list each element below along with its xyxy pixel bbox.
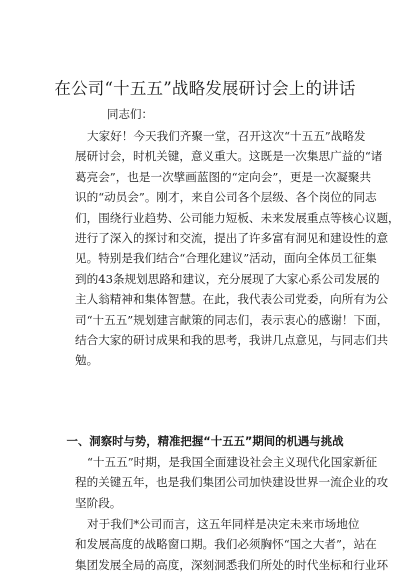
paragraph-line: 们，围绕行业趋势、公司能力短板、未来发展重点等核心议题， [75,210,400,225]
paragraph-line: 结合大家的研讨成果和我的思考，我讲几点意见，与同志们共 [75,332,389,347]
paragraph-line: 集团发展全局的高度，深刻洞悉我们所处的时代坐标和行业环 [75,557,389,572]
paragraph-line: 展研讨会，时机关键，意义重大。这既是一次集思广益的“诸 [75,149,383,164]
paragraph-line: “十五五”时期，是我国全面建设社会主义现代化国家新征 [87,455,378,469]
paragraph-line: 大家好！今天我们齐聚一堂，召开这次“十五五”战略发 [87,129,366,143]
paragraph-line: 见。特别是我们结合“合理化建议”活动，面向全体员工征集 [75,251,377,266]
paragraph-line: 勉。 [75,353,99,368]
paragraph-line: 和发展高度的战略窗口期。我们必须胸怀“国之大者”，站在 [75,537,377,552]
paragraph-line: 对于我们*公司而言，这五年同样是决定未来市场地位 [87,517,360,531]
section-heading: 一、洞察时与势，精准把握“十五五”期间的机遇与挑战 [66,434,344,448]
paragraph-line: 程的关键五年，也是我们集团公司加快建设世界一流企业的攻 [75,475,389,490]
paragraph-line: 进行了深入的探讨和交流，提出了许多富有洞见和建设性的意 [75,230,389,245]
paragraph-line: 葛亮会”，也是一次擘画蓝图的“定向会”，更是一次凝聚共 [75,169,372,184]
paragraph-line: 司“十五五”规划建言献策的同志们，表示衷心的感谢！下面， [75,312,389,327]
paragraph-period [75,452,389,513]
paragraph-line: 主人翁精神和集体智慧。在此，我代表公司党委，向所有为公 [75,292,389,307]
paragraph-line: 到的43条规划思路和建议，充分展现了大家心系公司发展的 [75,271,380,286]
paragraph-company [75,514,389,575]
salutation: 同志们： [107,107,153,121]
document-title: 在公司“十五五”战略发展研讨会上的讲话 [54,79,356,98]
paragraph-opening [75,126,400,371]
paragraph-line: 识的“动员会”。刚才，来自公司各个层级、各个岗位的同志 [75,190,377,205]
paragraph-line: 坚阶段。 [75,495,122,510]
